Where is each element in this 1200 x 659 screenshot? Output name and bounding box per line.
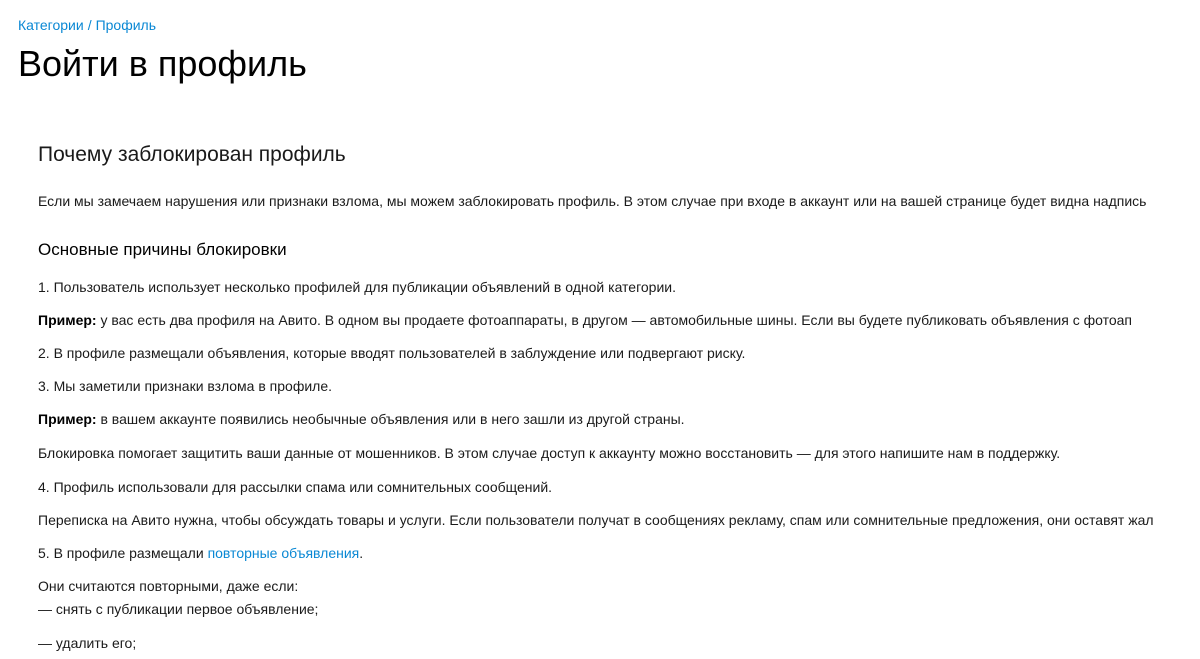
dash-item-delete: — удалить его; <box>38 635 137 651</box>
reason-5 <box>38 544 363 562</box>
repeat-intro: Они считаются повторными, даже если: <box>38 578 299 594</box>
example-1 <box>38 311 1132 329</box>
reason-5-suffix: . <box>359 545 364 561</box>
messages-paragraph: Переписка на Авито нужна, чтобы обсуждать товары и услуги. Если пользователи получат в сообщениях рекламу, спам или сомнительные предложения, они оставят жал <box>38 512 1154 528</box>
reason-3: 3. Мы заметили признаки взлома в профиле. <box>38 378 333 394</box>
repeat-ads-link[interactable]: повторные объявления <box>207 545 360 561</box>
article-heading: Почему заблокирован профиль <box>38 143 346 166</box>
reason-2: 2. В профиле размещали объявления, которые вводят пользователей в заблуждение или подвергают риску. <box>38 345 746 361</box>
protection-paragraph: Блокировка помогает защитить ваши данные от мошенников. В этом случае доступ к аккаунту можно восстановить — для этого напишите нам в поддержку. <box>38 445 1061 461</box>
breadcrumb <box>18 16 156 34</box>
section-subheading: Основные причины блокировки <box>38 240 287 259</box>
reason-1: 1. Пользователь использует несколько профилей для публикации объявлений в одной категории. <box>38 279 676 295</box>
reason-4: 4. Профиль использовали для рассылки спама или сомнительных сообщений. <box>38 479 553 495</box>
reason-5-prefix: 5. В профиле размещали <box>38 545 208 561</box>
breadcrumb-link-categories[interactable]: Категории <box>18 17 84 33</box>
intro-paragraph: Если мы замечаем нарушения или признаки взлома, мы можем заблокировать профиль. В этом случае при входе в аккаунт или на вашей странице будет видна надпись <box>38 193 1147 209</box>
dash-item-unpublish: — снять с публикации первое объявление; <box>38 601 319 617</box>
article-body <box>38 140 1200 651</box>
example-1-text: у вас есть два профиля на Авито. В одном вы продаете фотоаппараты, в другом — автомобильные шины. Если вы будете публиковать объявления с фотоап <box>96 312 1133 328</box>
example-2 <box>38 410 685 428</box>
breadcrumb-link-profile[interactable]: Профиль <box>95 17 157 33</box>
example-label: Пример: <box>38 312 97 328</box>
example-label: Пример: <box>38 411 97 427</box>
example-2-text: в вашем аккаунте появились необычные объявления или в него зашли из другой страны. <box>96 411 685 427</box>
breadcrumb-separator: / <box>87 17 92 33</box>
page-title: Войти в профиль <box>18 43 307 84</box>
